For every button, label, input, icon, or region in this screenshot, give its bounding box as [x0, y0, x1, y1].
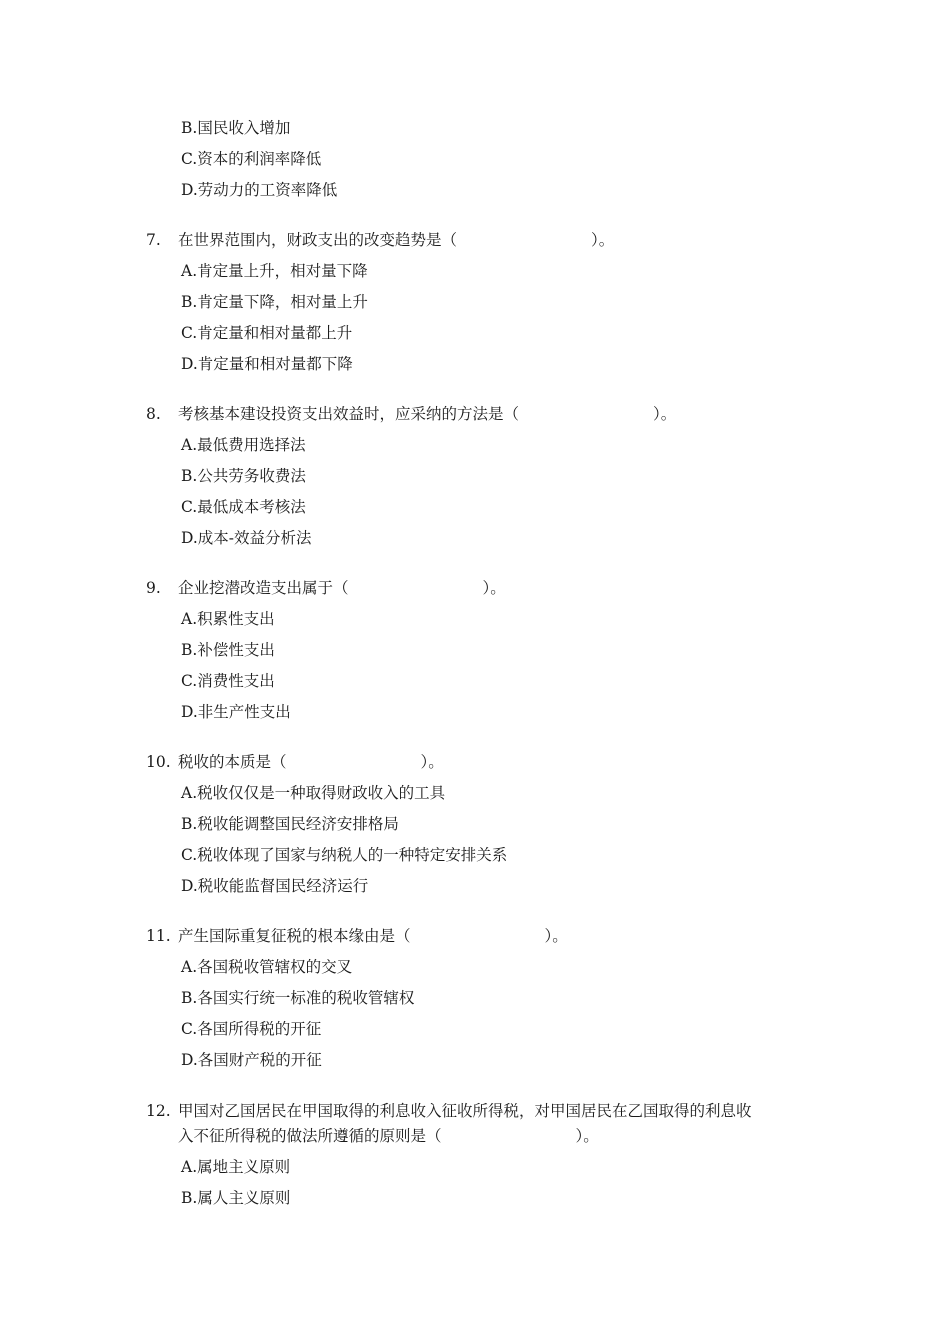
- question-stem-end: ）。: [653, 405, 677, 423]
- option-line: C.税收体现了国家与纳税人的一种特定安排关系: [181, 846, 508, 864]
- option-line: A.属地主义原则: [181, 1158, 291, 1176]
- option-line: A.积累性支出: [181, 610, 275, 628]
- option-line: A.各国税收管辖权的交叉: [181, 958, 353, 976]
- question-stem: [178, 752, 444, 772]
- question-stem: 甲国对乙国居民在甲国取得的利息收入征收所得税，对甲国居民在乙国取得的利息收: [178, 1102, 752, 1120]
- question-stem: [178, 230, 614, 250]
- option-line: A.肯定量上升，相对量下降: [181, 262, 368, 280]
- option-line: C.肯定量和相对量都上升: [181, 324, 353, 342]
- question-stem-end: ）。: [575, 1127, 599, 1145]
- option-line: D.各国财产税的开征: [181, 1051, 322, 1069]
- question-number: 7.: [146, 231, 161, 249]
- option-line: A.最低费用选择法: [181, 436, 306, 454]
- question-stem-end: ）。: [591, 231, 615, 249]
- option-line: C.资本的利润率降低: [181, 150, 322, 168]
- option-line: B.属人主义原则: [181, 1189, 291, 1207]
- question-stem: [178, 578, 506, 598]
- option-line: B.肯定量下降，相对量上升: [181, 293, 368, 311]
- option-line: D.肯定量和相对量都下降: [181, 355, 353, 373]
- question-number: 10.: [146, 753, 171, 771]
- option-line: D.税收能监督国民经济运行: [181, 877, 369, 895]
- question-stem-text: 产生国际重复征税的根本缘由是（: [178, 927, 411, 945]
- question-stem-end: ）。: [544, 927, 568, 945]
- option-line: D.劳动力的工资率降低: [181, 181, 338, 199]
- question-number: 9.: [146, 579, 161, 597]
- question-number: 12.: [146, 1102, 171, 1120]
- question-stem: [178, 404, 676, 424]
- question-stem-text: 入不征所得税的做法所遵循的原则是（: [178, 1127, 442, 1145]
- option-line: D.非生产性支出: [181, 703, 291, 721]
- option-line: B.各国实行统一标准的税收管辖权: [181, 989, 415, 1007]
- question-stem: [178, 926, 568, 946]
- option-line: B.国民收入增加: [181, 119, 291, 137]
- question-stem-text: 考核基本建设投资支出效益时，应采纳的方法是（: [178, 405, 520, 423]
- question-stem-line2: [178, 1126, 599, 1146]
- option-line: C.消费性支出: [181, 672, 275, 690]
- question-stem-end: ）。: [420, 753, 444, 771]
- option-line: B.公共劳务收费法: [181, 467, 306, 485]
- option-line: A.税收仅仅是一种取得财政收入的工具: [181, 784, 446, 802]
- question-stem-text: 税收的本质是（: [178, 753, 287, 771]
- option-line: B.税收能调整国民经济安排格局: [181, 815, 399, 833]
- option-line: C.最低成本考核法: [181, 498, 306, 516]
- question-stem-text: 企业挖潜改造支出属于（: [178, 579, 349, 597]
- option-line: D.成本-效益分析法: [181, 529, 312, 547]
- question-stem-text: 在世界范围内，财政支出的改变趋势是（: [178, 231, 458, 249]
- question-number: 8.: [146, 405, 161, 423]
- option-line: B.补偿性支出: [181, 641, 275, 659]
- option-line: C.各国所得税的开征: [181, 1020, 322, 1038]
- question-number: 11.: [146, 927, 171, 945]
- question-stem-end: ）。: [482, 579, 506, 597]
